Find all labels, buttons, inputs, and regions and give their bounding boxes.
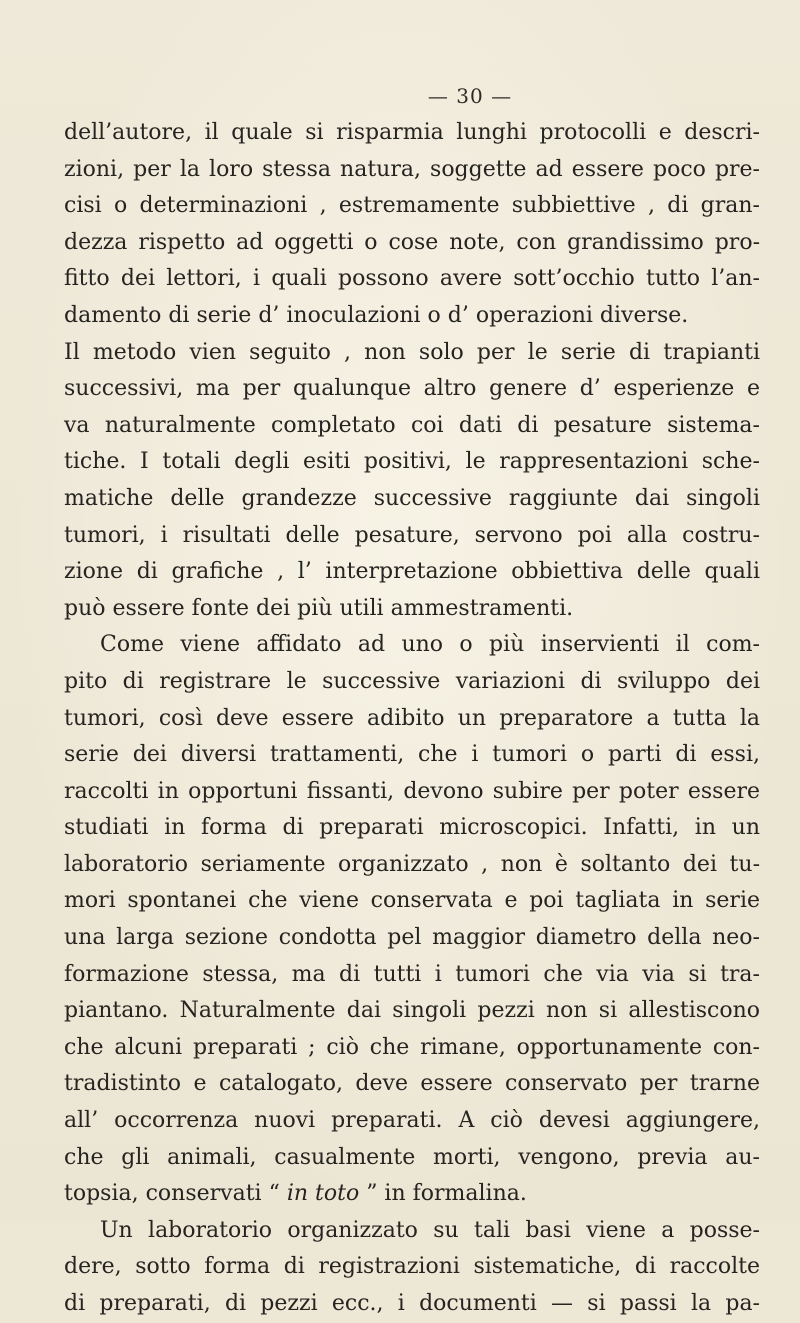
text-line: che gli animali, casualmente morti, vengono, previa au- [64, 1144, 760, 1170]
text-line: serie dei diversi trattamenti, che i tumori o parti di essi, [64, 742, 760, 768]
italic-phrase: in toto [286, 1181, 360, 1207]
text-line: dezza rispetto ad oggetti o cose note, con grandissimo pro- [64, 229, 760, 255]
text-line: una larga sezione condotta pel maggior diametro della neo- [64, 925, 760, 951]
text-line: dell’autore, il quale si risparmia lunghi protocolli e descri- [64, 120, 760, 145]
line-text-after: ” in formalina. [359, 1181, 527, 1207]
text-line: matiche delle grandezze successive raggiunte dai singoli [64, 485, 760, 511]
text-line: di preparati, di pezzi ecc., i documenti — si passi la pa- [64, 1291, 760, 1316]
text-line: può essere fonte dei più utili ammestramenti. [64, 595, 574, 621]
text-line: pito di registrare le successive variazioni di sviluppo dei [64, 668, 760, 694]
text-line-with-italic [64, 1176, 760, 1213]
text-line: fitto dei lettori, i quali possono avere sott’occhio tutto l’an- [64, 266, 760, 292]
page-number: — 30 — [427, 84, 513, 108]
text-line: tumori, i risultati delle pesature, servono poi alla costru- [64, 522, 760, 548]
text-line: piantano. Naturalmente dai singoli pezzi non si allestiscono [64, 998, 760, 1024]
text-line: damento di serie d’ inoculazioni o d’ operazioni diverse. [64, 302, 689, 328]
text-line: va naturalmente completato coi dati di pesature sistema- [64, 412, 760, 438]
text-line: successivi, ma per qualunque altro genere d’ esperienze e [64, 376, 760, 402]
text-line: Il metodo vien seguito , non solo per le serie di trapianti [64, 339, 760, 365]
text-line: tradistinto e catalogato, deve essere conservato per trarne [64, 1071, 760, 1097]
body-text [64, 115, 760, 1323]
text-line: dere, sotto forma di registrazioni sistematiche, di raccolte [64, 1254, 760, 1280]
text-line: raccolti in opportuni fissanti, devono subire per poter essere [64, 778, 760, 804]
text-line: laboratorio seriamente organizzato , non è soltanto dei tu- [64, 851, 760, 877]
text-line: che alcuni preparati ; ciò che rimane, opportunamente con- [64, 1034, 760, 1060]
line-text-before: topsia, conservati “ [64, 1181, 287, 1207]
text-line: tumori, così deve essere adibito un preparatore a tutta la [64, 705, 760, 731]
paragraph-first-line: Come viene affidato ad uno o più inservienti il com- [100, 632, 760, 658]
text-line: studiati in forma di preparati microscopici. Infatti, in un [64, 815, 760, 841]
text-line: zione di grafiche , l’ interpretazione obbiettiva delle quali [64, 559, 760, 585]
text-line: tiche. I totali degli esiti positivi, le rappresentazioni sche- [64, 449, 760, 475]
text-line: cisi o determinazioni , estremamente subbiettive , di gran- [64, 193, 760, 219]
text-line: formazione stessa, ma di tutti i tumori che via via si tra- [64, 961, 760, 987]
text-line: mori spontanei che viene conservata e poi tagliata in serie [64, 888, 760, 914]
paragraph-first-line: Un laboratorio organizzato su tali basi viene a posse- [100, 1217, 760, 1243]
text-line: zioni, per la loro stessa natura, soggette ad essere poco pre- [64, 156, 760, 182]
text-line: all’ occorrenza nuovi preparati. A ciò devesi aggiungere, [64, 1108, 760, 1134]
